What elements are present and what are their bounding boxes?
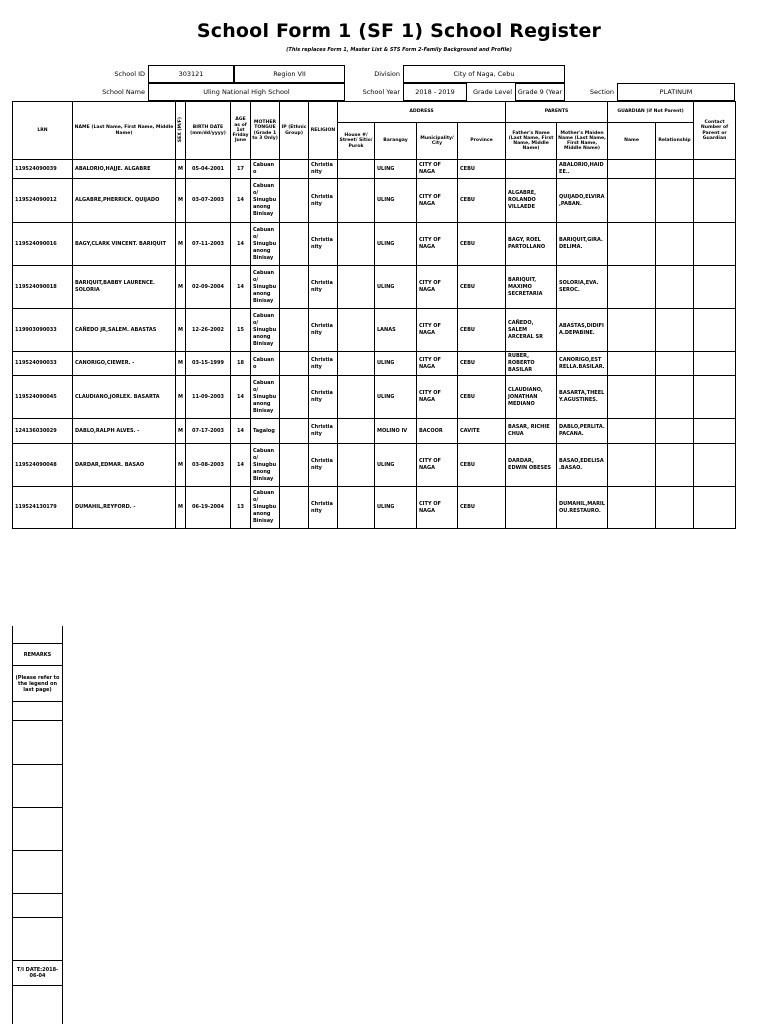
cell-name: ALGABRE,PHERRICK. QUIJADO <box>73 179 176 223</box>
col-barangay: Barangay <box>375 123 417 160</box>
cell-lrn: 119524090048 <box>13 444 73 487</box>
cell-house <box>338 376 375 419</box>
cell-mother: SOLORIA,EVA. SEROC. <box>557 266 608 309</box>
col-relationship: Relationship <box>656 123 694 160</box>
cell-sex: M <box>176 179 186 223</box>
register-table-wrap <box>12 101 735 529</box>
cell-mother: ABALORIO,HAIDEE.. <box>557 160 608 179</box>
cell-house <box>338 266 375 309</box>
cell-father: CAÑEDO, SALEM ARCERAL SR <box>506 309 557 352</box>
cell-father: BARIQUIT, MAXIMO SECRETARIA <box>506 266 557 309</box>
col-religion: RELIGION <box>309 102 338 160</box>
cell-house <box>338 179 375 223</box>
cell-religion: Christianity <box>309 309 338 352</box>
cell-province: CEBU <box>458 223 506 266</box>
cell-relationship <box>656 266 694 309</box>
cell-religion: Christianity <box>309 376 338 419</box>
cell-religion: Christianity <box>309 444 338 487</box>
cell-mother: BARIQUIT,GIRA.DELIMA. <box>557 223 608 266</box>
table-row <box>13 487 736 529</box>
cell-sex: M <box>176 487 186 529</box>
col-contact: Contact Number of Parent or Guardian <box>694 102 736 160</box>
cell-province: CAVITE <box>458 419 506 444</box>
cell-father: ALGABRE, ROLANDO VILLAEDE <box>506 179 557 223</box>
remarks-cell <box>13 721 62 765</box>
cell-province: CEBU <box>458 376 506 419</box>
cell-name: DUMAHIL,REYFORD. - <box>73 487 176 529</box>
cell-age: 14 <box>231 223 251 266</box>
cell-barangay: ULING <box>375 487 417 529</box>
cell-barangay: ULING <box>375 266 417 309</box>
col-mother-tongue: MOTHER TONGUE (Grade 1 to 3 Only) <box>251 102 280 160</box>
col-lrn: LRN <box>13 102 73 160</box>
cell-mother-tongue: Cabuano <box>251 352 280 376</box>
cell-barangay: ULING <box>375 444 417 487</box>
cell-relationship <box>656 179 694 223</box>
cell-mother: DUMAHIL,MARILOU.RESTAURO. <box>557 487 608 529</box>
cell-religion: Christianity <box>309 487 338 529</box>
cell-contact <box>694 444 736 487</box>
col-guardian: GUARDIAN (if Not Parent) <box>608 102 694 123</box>
cell-relationship <box>656 352 694 376</box>
cell-name: ABALORIO,HAJJE. ALGABRE <box>73 160 176 179</box>
cell-guardian-name <box>608 160 656 179</box>
cell-house <box>338 352 375 376</box>
cell-contact <box>694 419 736 444</box>
cell-birth-date: 03-07-2003 <box>186 179 231 223</box>
table-row <box>13 444 736 487</box>
cell-father: DARDAR, EDWIN OBESES <box>506 444 557 487</box>
cell-municipality: CITY OF NAGA <box>417 352 458 376</box>
cell-barangay: MOLINO IV <box>375 419 417 444</box>
cell-lrn: 119524090012 <box>13 179 73 223</box>
region-field: Region VII <box>234 65 345 83</box>
division-field: City of Naga, Cebu <box>403 65 565 83</box>
cell-province: CEBU <box>458 179 506 223</box>
cell-relationship <box>656 487 694 529</box>
cell-house <box>338 419 375 444</box>
cell-father: BAGY, ROEL PARTOLLANO <box>506 223 557 266</box>
cell-guardian-name <box>608 179 656 223</box>
cell-guardian-name <box>608 352 656 376</box>
cell-relationship <box>656 223 694 266</box>
cell-ip <box>280 376 309 419</box>
section-label: Section <box>589 88 614 96</box>
cell-contact <box>694 309 736 352</box>
cell-ip <box>280 160 309 179</box>
cell-contact <box>694 376 736 419</box>
cell-ip <box>280 223 309 266</box>
cell-barangay: LANAS <box>375 309 417 352</box>
cell-contact <box>694 352 736 376</box>
col-name: NAME (Last Name, First Name, Middle Name) <box>73 102 176 160</box>
cell-contact <box>694 179 736 223</box>
register-table <box>12 101 736 529</box>
cell-contact <box>694 266 736 309</box>
col-municipality: Municipality/ City <box>417 123 458 160</box>
cell-municipality: BACOOR <box>417 419 458 444</box>
cell-contact <box>694 223 736 266</box>
remarks-cell <box>13 894 62 918</box>
cell-barangay: ULING <box>375 179 417 223</box>
cell-religion: Christianity <box>309 160 338 179</box>
cell-mother: DABLO,PERLITA.PACANA. <box>557 419 608 444</box>
cell-guardian-name <box>608 309 656 352</box>
cell-municipality: CITY OF NAGA <box>417 444 458 487</box>
cell-province: CEBU <box>458 352 506 376</box>
cell-municipality: CITY OF NAGA <box>417 160 458 179</box>
cell-sex: M <box>176 419 186 444</box>
cell-relationship <box>656 309 694 352</box>
table-row <box>13 309 736 352</box>
col-age: AGE as of 1st Friday June <box>231 102 251 160</box>
cell-relationship <box>656 419 694 444</box>
cell-municipality: CITY OF NAGA <box>417 309 458 352</box>
cell-house <box>338 309 375 352</box>
school-id-field: 303121 <box>148 65 234 83</box>
cell-relationship <box>656 376 694 419</box>
cell-relationship <box>656 444 694 487</box>
cell-lrn: 119524130179 <box>13 487 73 529</box>
table-row <box>13 376 736 419</box>
cell-relationship <box>656 160 694 179</box>
cell-mother-tongue: Cabuano/ Sinugbuanong Binisay <box>251 487 280 529</box>
col-province: Province <box>458 123 506 160</box>
grade-level-label: Grade Level <box>472 87 512 96</box>
col-mother: Mother's Maiden Name (Last Name, First Name, Middle Name) <box>557 123 608 160</box>
table-row <box>13 179 736 223</box>
cell-mother-tongue: Tagalog <box>251 419 280 444</box>
cell-ip <box>280 419 309 444</box>
cell-birth-date: 07-11-2003 <box>186 223 231 266</box>
cell-mother-tongue: Cabuano/ Sinugbuanong Binisay <box>251 309 280 352</box>
col-ip: IP (Ethnic Group) <box>280 102 309 160</box>
cell-barangay: ULING <box>375 352 417 376</box>
cell-name: CLAUDIANO,JORLEX. BASARTA <box>73 376 176 419</box>
cell-age: 14 <box>231 179 251 223</box>
remarks-cell <box>13 986 62 1024</box>
cell-religion: Christianity <box>309 266 338 309</box>
cell-municipality: CITY OF NAGA <box>417 266 458 309</box>
cell-barangay: ULING <box>375 160 417 179</box>
cell-lrn: 119524090016 <box>13 223 73 266</box>
table-row <box>13 352 736 376</box>
cell-age: 18 <box>231 352 251 376</box>
cell-mother: QUIJADO,ELVIRA,PABAN. <box>557 179 608 223</box>
cell-sex: M <box>176 160 186 179</box>
remarks-label: REMARKS <box>13 644 62 666</box>
grade-level-field: Grade 9 (Year <box>515 83 565 101</box>
cell-ip <box>280 266 309 309</box>
section-field: PLATINUM <box>617 83 735 101</box>
cell-lrn: 119903090033 <box>13 309 73 352</box>
col-birth-date: BIRTH DATE (mm/dd/yyyy) <box>186 102 231 160</box>
school-year-field: 2018 - 2019 <box>403 83 467 101</box>
cell-father <box>506 160 557 179</box>
cell-house <box>338 160 375 179</box>
cell-religion: Christianity <box>309 419 338 444</box>
cell-sex: M <box>176 223 186 266</box>
cell-contact <box>694 487 736 529</box>
cell-sex: M <box>176 309 186 352</box>
cell-birth-date: 07-17-2003 <box>186 419 231 444</box>
remarks-cell <box>13 851 62 894</box>
cell-age: 14 <box>231 419 251 444</box>
school-name-label: School Name <box>102 88 145 96</box>
cell-guardian-name <box>608 419 656 444</box>
cell-province: CEBU <box>458 444 506 487</box>
cell-guardian-name <box>608 223 656 266</box>
remarks-blank <box>13 626 62 644</box>
cell-birth-date: 06-19-2004 <box>186 487 231 529</box>
cell-name: BAGY,CLARK VINCENT. BARIQUIT <box>73 223 176 266</box>
col-house: House #/ Street/ Sitio/ Purok <box>338 123 375 160</box>
col-address: ADDRESS <box>338 102 506 123</box>
remarks-column <box>12 626 63 1024</box>
table-row <box>13 223 736 266</box>
cell-lrn: 119524090039 <box>13 160 73 179</box>
cell-guardian-name <box>608 376 656 419</box>
cell-father: BASAR, RICHIE CHUA <box>506 419 557 444</box>
cell-guardian-name <box>608 266 656 309</box>
cell-contact <box>694 160 736 179</box>
cell-name: CANORIGO,CIEWER. - <box>73 352 176 376</box>
table-row <box>13 266 736 309</box>
cell-province: CEBU <box>458 160 506 179</box>
form-subtitle: (This replaces Form 1, Master List & STS Form 2-Family Background and Profile) <box>286 47 512 53</box>
cell-name: DARDAR,EDMAR. BASAO <box>73 444 176 487</box>
cell-birth-date: 02-09-2004 <box>186 266 231 309</box>
cell-mother: BASAO,EDELISA.BASAO. <box>557 444 608 487</box>
cell-age: 13 <box>231 487 251 529</box>
table-row <box>13 160 736 179</box>
cell-mother: BASARTA,THEELY.AGUSTINES. <box>557 376 608 419</box>
cell-lrn: 119524090045 <box>13 376 73 419</box>
cell-lrn: 124136030029 <box>13 419 73 444</box>
cell-father: RUBER, ROBERTO BASILAR <box>506 352 557 376</box>
cell-father: CLAUDIANO, JONATHAN MEDIANO <box>506 376 557 419</box>
cell-mother-tongue: Cabuano/ Sinugbuanong Binisay <box>251 444 280 487</box>
cell-birth-date: 05-04-2001 <box>186 160 231 179</box>
cell-mother-tongue: Cabuano/ Sinugbuanong Binisay <box>251 179 280 223</box>
cell-mother: ABASTAS,DIDIFIA.DEPABINE. <box>557 309 608 352</box>
remarks-cell <box>13 765 62 808</box>
school-name-field: Uling National High School <box>148 83 345 101</box>
cell-name: DABLO,RALPH ALVES. - <box>73 419 176 444</box>
cell-sex: M <box>176 376 186 419</box>
cell-sex: M <box>176 444 186 487</box>
cell-age: 15 <box>231 309 251 352</box>
cell-municipality: CITY OF NAGA <box>417 223 458 266</box>
cell-mother-tongue: Cabuano <box>251 160 280 179</box>
cell-mother-tongue: Cabuano/ Sinugbuanong Binisay <box>251 376 280 419</box>
cell-ip <box>280 309 309 352</box>
cell-lrn: 119524090018 <box>13 266 73 309</box>
cell-father <box>506 487 557 529</box>
cell-age: 14 <box>231 376 251 419</box>
cell-sex: M <box>176 352 186 376</box>
col-parents: PARENTS <box>506 102 608 123</box>
cell-municipality: CITY OF NAGA <box>417 179 458 223</box>
cell-birth-date: 03-08-2003 <box>186 444 231 487</box>
cell-guardian-name <box>608 444 656 487</box>
cell-mother-tongue: Cabuano/ Sinugbuanong Binisay <box>251 266 280 309</box>
cell-house <box>338 444 375 487</box>
cell-mother: CANORIGO,ESTRELLA.BASILAR. <box>557 352 608 376</box>
remarks-ti-entry: T/I DATE:2018-06-04 <box>13 961 62 986</box>
cell-mother-tongue: Cabuano/ Sinugbuanong Binisay <box>251 223 280 266</box>
cell-ip <box>280 352 309 376</box>
school-year-label: School Year <box>362 88 400 96</box>
cell-religion: Christianity <box>309 223 338 266</box>
cell-name: BARIQUIT,BABBY LAURENCE. SOLORIA <box>73 266 176 309</box>
remarks-cell <box>13 918 62 961</box>
cell-ip <box>280 487 309 529</box>
cell-religion: Christianity <box>309 179 338 223</box>
cell-ip <box>280 444 309 487</box>
col-sex-label: SEX (M/F) <box>177 116 183 142</box>
cell-house <box>338 223 375 266</box>
cell-sex: M <box>176 266 186 309</box>
cell-name: CAÑEDO JR,SALEM. ABASTAS <box>73 309 176 352</box>
cell-age: 14 <box>231 444 251 487</box>
cell-birth-date: 03-15-1999 <box>186 352 231 376</box>
cell-birth-date: 11-09-2003 <box>186 376 231 419</box>
remarks-cell <box>13 808 62 851</box>
form-title: School Form 1 (SF 1) School Register <box>196 20 602 42</box>
table-row <box>13 419 736 444</box>
cell-age: 14 <box>231 266 251 309</box>
cell-municipality: CITY OF NAGA <box>417 376 458 419</box>
school-id-label: School ID <box>114 70 145 78</box>
cell-religion: Christianity <box>309 352 338 376</box>
cell-province: CEBU <box>458 309 506 352</box>
cell-ip <box>280 179 309 223</box>
remarks-cell <box>13 702 62 721</box>
cell-birth-date: 12-26-2002 <box>186 309 231 352</box>
cell-barangay: ULING <box>375 223 417 266</box>
remarks-note: (Please refer to the legend on last page) <box>13 666 62 702</box>
cell-province: CEBU <box>458 266 506 309</box>
cell-province: CEBU <box>458 487 506 529</box>
cell-age: 17 <box>231 160 251 179</box>
col-sex <box>176 102 186 160</box>
division-label: Division <box>374 70 400 78</box>
col-father: Father's Name (Last Name, First Name, Middle Name) <box>506 123 557 160</box>
cell-house <box>338 487 375 529</box>
col-guardian-name: Name <box>608 123 656 160</box>
cell-barangay: ULING <box>375 376 417 419</box>
cell-municipality: CITY OF NAGA <box>417 487 458 529</box>
cell-guardian-name <box>608 487 656 529</box>
cell-lrn: 119524090033 <box>13 352 73 376</box>
